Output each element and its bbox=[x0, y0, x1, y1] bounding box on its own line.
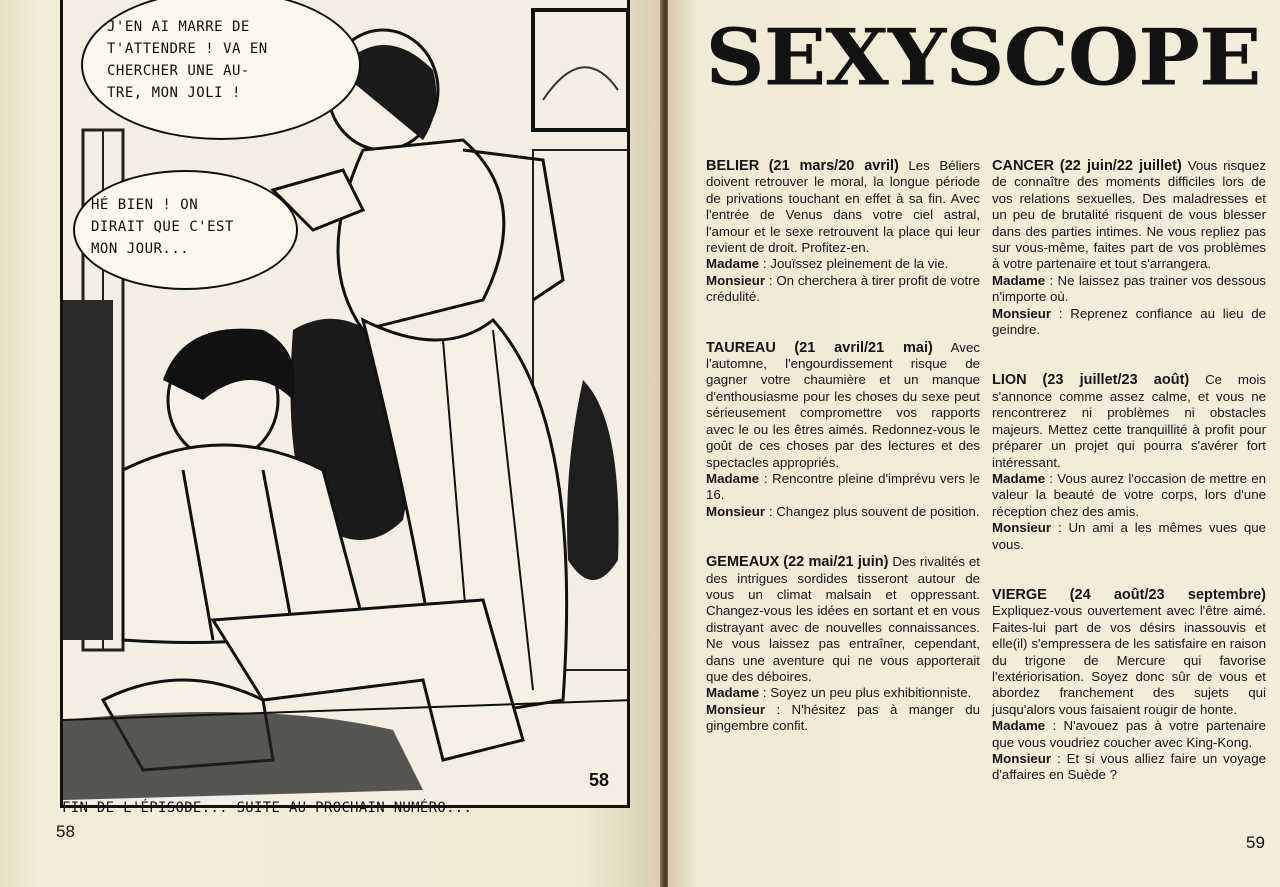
sign-dates: (22 juin/22 juillet) bbox=[1059, 158, 1182, 174]
sign-dates: (24 août/23 septembre) bbox=[1069, 586, 1266, 603]
madame-advice: : N'avouez pas à votre partenaire que vous voudriez coucher avec King-Kong. bbox=[992, 718, 1266, 750]
sign-dates: (22 mai/21 juin) bbox=[783, 554, 889, 571]
right-page bbox=[668, 0, 1280, 887]
sign-entry-taureau bbox=[706, 340, 980, 520]
madame-advice: : Ne laissez pas trainer vos dessous n'importe où. bbox=[992, 272, 1266, 305]
monsieur-advice: : Changez plus souvent de position. bbox=[768, 503, 980, 519]
page-title: SEXYSCOPE bbox=[705, 12, 1261, 104]
madame-label: Madame bbox=[992, 718, 1046, 734]
horoscope-column-left bbox=[706, 158, 980, 735]
sign-entry-cancer bbox=[992, 158, 1266, 338]
sign-entry-belier bbox=[706, 158, 980, 306]
sign-name: BELIER bbox=[706, 158, 760, 174]
monsieur-label: Monsieur bbox=[706, 272, 766, 288]
madame-label: Madame bbox=[706, 256, 760, 272]
horoscope-column-right bbox=[992, 158, 1266, 784]
sign-text: Avec l'automne, l'engourdissement risque de gagner votre chaumière et un manque d'enthousiasme pour les choses du sexe peut sérieusement compromettre vos rapports avec le ou les êtres aimés. Redonnez-vous le goût de ces choses par des lectures et des spectacles appropriés. bbox=[706, 339, 980, 470]
monsieur-advice: : Et si vous alliez faire un voyage d'affaires en Suède ? bbox=[992, 751, 1266, 783]
monsieur-label: Monsieur bbox=[992, 520, 1052, 536]
speech-bubble-woman: J'EN AI MARRE DE T'ATTENDRE ! VA EN CHERCHER UNE AU- TRE, MON JOLI ! bbox=[81, 0, 361, 140]
panel-number: 58 bbox=[588, 770, 609, 790]
madame-advice: : Jouïssez pleinement de la vie. bbox=[762, 256, 949, 272]
monsieur-label: Monsieur bbox=[992, 305, 1052, 321]
monsieur-advice: : N'hésitez pas à manger du gingembre confit. bbox=[706, 701, 980, 734]
sign-entry-vierge bbox=[992, 587, 1266, 784]
madame-label: Madame bbox=[992, 470, 1046, 486]
madame-advice: : Rencontre pleine d'imprévu vers le 16. bbox=[706, 470, 980, 503]
comic-panel bbox=[60, 0, 630, 808]
madame-label: Madame bbox=[992, 272, 1046, 288]
madame-label: Madame bbox=[706, 685, 760, 701]
monsieur-label: Monsieur bbox=[992, 751, 1052, 766]
monsieur-label: Monsieur bbox=[706, 701, 766, 717]
madame-advice: : Soyez un peu plus exhibitionniste. bbox=[762, 685, 972, 701]
madame-advice: : Vous aurez l'occasion de mettre en valeur la beauté de votre corps, lors d'une réception chez des amis. bbox=[992, 470, 1266, 519]
sign-entry-gemeaux bbox=[706, 554, 980, 734]
sign-name: VIERGE bbox=[992, 586, 1047, 603]
page-number-left: 58 bbox=[56, 822, 75, 841]
sign-name: GEMEAUX bbox=[706, 554, 780, 571]
sign-text: Des rivalités et des intrigues sordides tisseront autour de vous un climat malsain et oppressant. Changez-vous les idées en sortant et en vous distrayant avec de nouvelles connaissances. Ne vous laissez pas entraîner, cependant, dans une aventure qui ne vous apporterait que des déboires. bbox=[706, 554, 981, 684]
page-number-right: 59 bbox=[1246, 833, 1265, 852]
madame-label: Madame bbox=[706, 470, 760, 486]
monsieur-label: Monsieur bbox=[706, 503, 766, 519]
sign-dates: (21 avril/21 mai) bbox=[794, 339, 933, 356]
sign-name: TAUREAU bbox=[706, 339, 776, 356]
speech-bubble-man: HÉ BIEN ! ON DIRAIT QUE C'EST MON JOUR... bbox=[73, 170, 298, 290]
sign-dates: (23 juillet/23 août) bbox=[1042, 372, 1190, 389]
monsieur-advice: : Un ami a les mêmes vues que vous. bbox=[992, 520, 1267, 552]
sign-name: LION bbox=[992, 372, 1027, 389]
sign-entry-lion bbox=[992, 372, 1266, 552]
monsieur-advice: : On cherchera à tirer profit de votre crédulité. bbox=[706, 272, 980, 305]
sign-text: Vous risquez de connaître des moments difficiles lors de vos relations sexuelles. Des maladresses et un peu de brutalité risquent de vous blesser dans des parties intimes. Ne vous repliez pas sur vous-même, faites part de vos problèmes à votre partenaire et tout s'arrangera. bbox=[992, 158, 1266, 272]
sign-name: CANCER bbox=[992, 158, 1055, 174]
sign-text: Ce mois s'annonce comme assez calme, et vous ne rencontrerez ni problèmes ni obstacles majeurs. Mettez cette tranquillité à profit pour préparer un projet qui pourra s'avérer fort intéressant. bbox=[992, 372, 1266, 470]
monsieur-advice: : Reprenez confiance au lieu de geindre. bbox=[992, 305, 1266, 338]
sign-text: Expliquez-vous ouvertement avec l'être aimé. Faites-lui part de vos désirs inassouvis et elle(il) s'empressera de les satisfaire en raison du trigone de Mercure qui favorise l'extériorisation. Soyez donc sûr de vous et abordez franchement des sujets qui jusqu'alors vous faisaient rougir de honte. bbox=[992, 603, 1266, 717]
sign-dates: (21 mars/20 avril) bbox=[768, 158, 899, 174]
episode-caption: FIN DE L'ÉPISODE... SUITE AU PROCHAIN NUMÉRO... bbox=[62, 800, 473, 816]
sign-text: Les Béliers doivent retrouver le moral, la longue période de privations touchant en effet à sa fin. Avec l'entrée de Venus dans votre ciel astral, l'amour et le sexe retrouvent la place qui leur revient de droit. Profitez-en. bbox=[706, 158, 980, 256]
